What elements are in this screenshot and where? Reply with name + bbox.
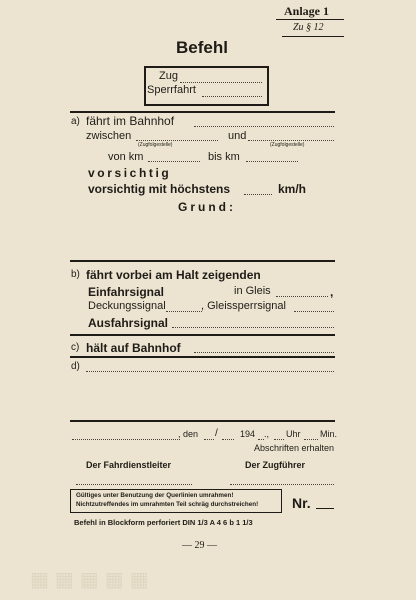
place-line[interactable]	[72, 439, 180, 440]
section-b-marker: b)	[71, 269, 80, 280]
and-station-line[interactable]	[248, 140, 334, 141]
notice-line-2: Nichtzutreffendes im umrahmten Teil schräg durchstreichen!	[76, 501, 259, 508]
exit-signal-label: Ausfahrsignal	[88, 316, 169, 330]
to-km-label: bis km	[208, 151, 240, 163]
train-label: Zug	[159, 70, 178, 82]
driver-signature-line[interactable]	[230, 484, 334, 485]
station-hint-2: (Zugfolgestelle)	[270, 142, 305, 148]
minute-label: Min.	[320, 429, 338, 439]
reason-label: Grund:	[178, 200, 236, 214]
exit-signal-line[interactable]	[172, 327, 334, 328]
in-track-label: in Gleis	[234, 285, 271, 297]
track-barrier-label: , Gleissperrsignal	[201, 300, 286, 312]
section-a-heading: fährt im Bahnhof	[86, 114, 175, 128]
section-c-line[interactable]	[194, 352, 334, 353]
perforation-note: Befehl in Blockform perforiert DIN 1/3 A 4 6 b 1 1/3	[74, 518, 253, 527]
and-label: und	[228, 130, 247, 142]
section-d-line[interactable]	[86, 371, 334, 372]
cautious-label: vorsichtig	[88, 166, 172, 180]
reference-label: Zu § 12	[293, 22, 324, 33]
anlage-label: Anlage 1	[284, 4, 329, 18]
entry-signal-label: Einfahrsignal	[88, 285, 165, 299]
section-c-heading: hält auf Bahnhof	[86, 341, 181, 355]
year-line[interactable]	[258, 439, 264, 440]
section-d-marker: d)	[71, 361, 80, 372]
between-label: zwischen	[86, 130, 132, 142]
dispatcher-label: Der Fahrdienstleiter	[86, 460, 172, 470]
year-label: 194	[240, 429, 256, 439]
to-km-line[interactable]	[246, 161, 298, 162]
in-track-comma: ,	[330, 285, 334, 299]
track-barrier-line[interactable]	[294, 311, 334, 312]
notice-line-1: Gültiges unter Benutzung der Querlinien umrahmen!	[76, 492, 234, 499]
train-number-line[interactable]	[180, 82, 262, 83]
footer-divider	[70, 420, 335, 422]
year-sep: .,	[264, 429, 270, 439]
blocked-run-label: Sperrfahrt	[147, 84, 196, 96]
section-b-divider	[70, 260, 335, 262]
date-den-label: , den	[178, 429, 199, 439]
blocked-run-line[interactable]	[202, 96, 262, 97]
driver-label: Der Zugführer	[245, 460, 306, 470]
cover-signal-label: Deckungssignal	[88, 300, 166, 312]
section-b-heading: fährt vorbei am Halt zeigenden	[86, 268, 261, 282]
ghost-watermark: ▦▦▦▦▦	[30, 569, 155, 591]
day-line[interactable]	[204, 439, 214, 440]
section-c-divider	[70, 334, 335, 336]
anlage-underline	[276, 19, 344, 20]
station-hint-1: (Zugfolgestelle)	[138, 142, 173, 148]
cautious-max-label: vorsichtig mit höchstens	[88, 182, 231, 196]
cover-signal-line[interactable]	[166, 311, 202, 312]
speed-line[interactable]	[244, 194, 272, 195]
reference-underline	[282, 36, 344, 37]
minute-line[interactable]	[304, 439, 318, 440]
section-a-marker: a)	[71, 116, 80, 127]
section-a-divider	[70, 111, 335, 113]
copies-label: Abschriften erhalten	[254, 443, 335, 453]
from-km-label: von km	[108, 151, 144, 163]
section-c-marker: c)	[71, 342, 80, 353]
from-km-line[interactable]	[148, 161, 200, 162]
section-d-divider	[70, 356, 335, 358]
date-slash: /	[215, 428, 218, 439]
speed-unit: km/h	[278, 182, 307, 196]
number-line[interactable]	[316, 508, 334, 509]
hour-label: Uhr	[286, 429, 301, 439]
month-line[interactable]	[222, 439, 234, 440]
in-track-line[interactable]	[276, 296, 328, 297]
number-label: Nr.	[292, 495, 311, 511]
dispatcher-signature-line[interactable]	[76, 484, 192, 485]
page-number: — 29 —	[182, 540, 217, 551]
form-title: Befehl	[176, 38, 228, 57]
section-a-heading-line[interactable]	[194, 126, 334, 127]
hour-line[interactable]	[274, 439, 284, 440]
between-station-line[interactable]	[136, 140, 218, 141]
